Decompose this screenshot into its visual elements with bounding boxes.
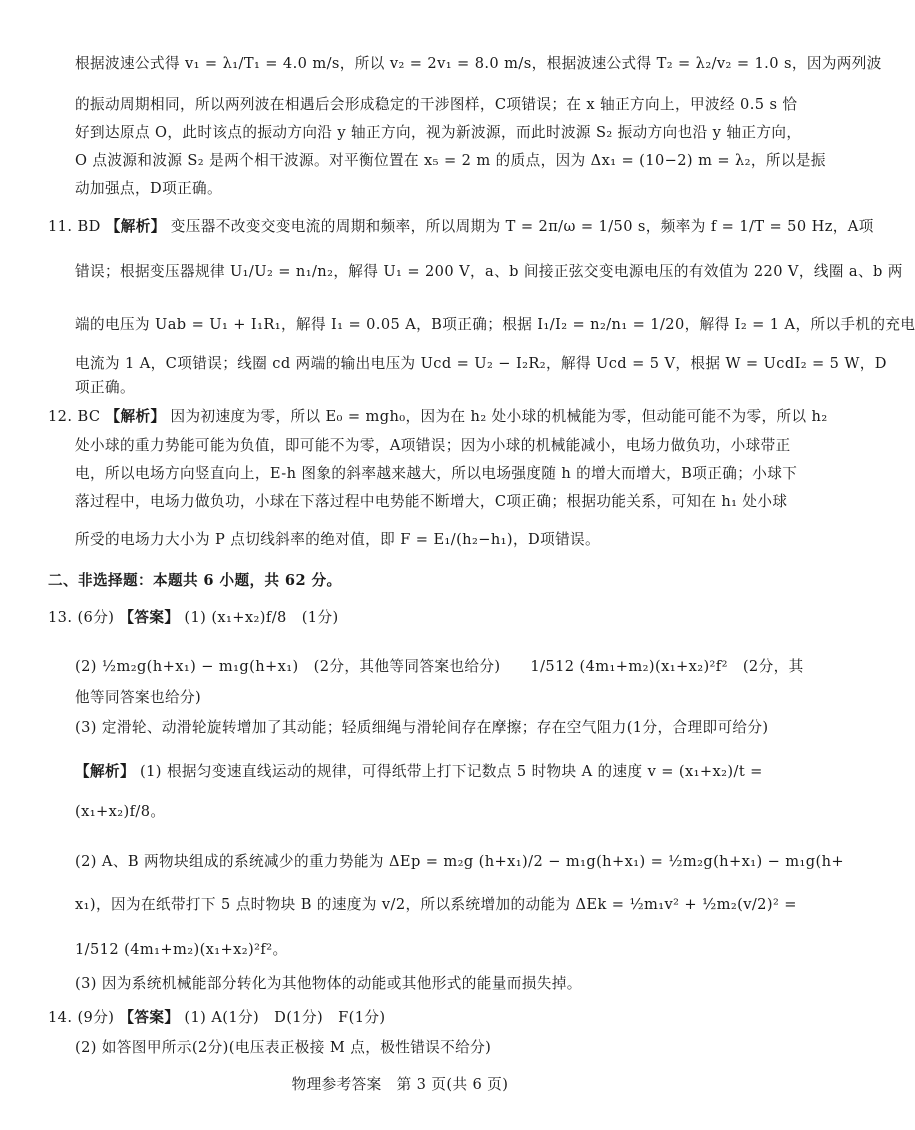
text-line: 动加强点，D项正确。	[75, 180, 223, 197]
text-line: (1) A(1分) D(1分) F(1分)	[184, 1009, 386, 1026]
text-line: (2) ½m₂g(h+x₁) − m₁g(h+x₁) (2分，其他等同答案也给分) 1/512 (4m₁+m₂)(x₁+x₂)²f² (2分，其	[75, 658, 804, 675]
question-label: 12. BC	[48, 408, 101, 425]
text-line: (1) 根据匀变速直线运动的规律，可得纸带上打下记数点 5 时物块 A 的速度 v = (x₁+x₂)/t =	[140, 763, 763, 780]
text-line: 电，所以电场方向竖直向上，E-h 图象的斜率越来越大，所以电场强度随 h 的增大而增大，B项正确；小球下	[75, 465, 798, 482]
text-line: 的振动周期相同，所以两列波在相遇后会形成稳定的干涉图样，C项错误；在 x 轴正方向上，甲波经 0.5 s 恰	[75, 96, 798, 113]
analysis-tag: 【解析】	[75, 763, 135, 780]
text-line: (x₁+x₂)f/8。	[75, 803, 166, 820]
text-line: 电流为 1 A，C项错误；线圈 cd 两端的输出电压为 Ucd = U₂ − I₂R₂，解得 Ucd = 5 V，根据 W = UcdI₂ = 5 W，D	[75, 355, 887, 372]
answer-tag: 【答案】	[119, 609, 180, 626]
question-label: 13. (6分)	[48, 609, 115, 626]
text-line: O 点波源和波源 S₂ 是两个相干波源。对平衡位置在 x₅ = 2 m 的质点，因为 Δx₁ = (10−2) m = λ₂，所以是振	[75, 152, 826, 169]
text-line: (2) A、B 两物块组成的系统减少的重力势能为 ΔEp = m₂g (h+x₁)/2 − m₁g(h+x₁) = ½m₂g(h+x₁) − m₁g(h+	[75, 853, 845, 870]
footer-text: 物理参考答案 第 3 页(共 6 页)	[291, 1076, 509, 1093]
text-line: (2) 如答图甲所示(2分)(电压表正极接 M 点，极性错误不给分)	[75, 1039, 492, 1056]
text-line: 变压器不改变交变电流的周期和频率，所以周期为 T = 2π/ω = 1/50 s，频率为 f = 1/T = 50 Hz，A项	[170, 218, 874, 235]
answer-tag: 【答案】	[119, 1009, 180, 1026]
text-line: 他等同答案也给分)	[75, 689, 202, 706]
analysis-tag: 【解析】	[105, 408, 166, 425]
text-line: 因为初速度为零，所以 E₀ = mgh₀，因为在 h₂ 处小球的机械能为零，但动能可能不为零，所以 h₂	[170, 408, 828, 425]
question-label: 14. (9分)	[48, 1009, 115, 1026]
text-line: 错误；根据变压器规律 U₁/U₂ = n₁/n₂，解得 U₁ = 200 V，a、b 间接正弦交变电源电压的有效值为 220 V，线圈 a、b 两	[75, 263, 903, 280]
text-line: 项正确。	[75, 379, 135, 396]
text-line: 根据波速公式得 v₁ = λ₁/T₁ = 4.0 m/s，所以 v₂ = 2v₁ = 8.0 m/s，根据波速公式得 T₂ = λ₂/v₂ = 1.0 s，因为两列波	[75, 55, 882, 72]
text-line: 端的电压为 Uab = U₁ + I₁R₁，解得 I₁ = 0.05 A，B项正确；根据 I₁/I₂ = n₂/n₁ = 1/20，解得 I₂ = 1 A，所以手机的充电	[75, 316, 915, 333]
text-line: 1/512 (4m₁+m₂)(x₁+x₂)²f²。	[75, 941, 288, 958]
question-label: 11. BD	[48, 218, 101, 235]
text-line: 落过程中，电场力做负功，小球在下落过程中电势能不断增大，C项正确；根据功能关系，可知在 h₁ 处小球	[75, 493, 788, 510]
section-title: 二、非选择题：本题共 6 小题，共 62 分。	[48, 572, 342, 589]
text-line: 所受的电场力大小为 P 点切线斜率的绝对值，即 F = E₁/(h₂−h₁)，D项错误。	[75, 531, 601, 548]
text-line: (3) 定滑轮、动滑轮旋转增加了其动能；轻质细绳与滑轮间存在摩擦；存在空气阻力(1分，合理即可给分)	[75, 719, 769, 736]
text-line: 处小球的重力势能可能为负值，即可能不为零，A项错误；因为小球的机械能减小，电场力做负功，小球带正	[75, 437, 791, 454]
text-line: 好到达原点 O，此时该点的振动方向沿 y 轴正方向，视为新波源，而此时波源 S₂ 振动方向也沿 y 轴正方向，	[75, 124, 802, 141]
analysis-tag: 【解析】	[105, 218, 166, 235]
text-line: (1) (x₁+x₂)f/8 (1分)	[184, 609, 339, 626]
page-footer	[0, 1073, 800, 1094]
text-line: x₁)，因为在纸带打下 5 点时物块 B 的速度为 v/2，所以系统增加的动能为 ΔEk = ½m₁v² + ½m₂(v/2)² =	[75, 896, 797, 913]
text-line: (3) 因为系统机械能部分转化为其他物体的动能或其他形式的能量而损失掉。	[75, 975, 582, 992]
